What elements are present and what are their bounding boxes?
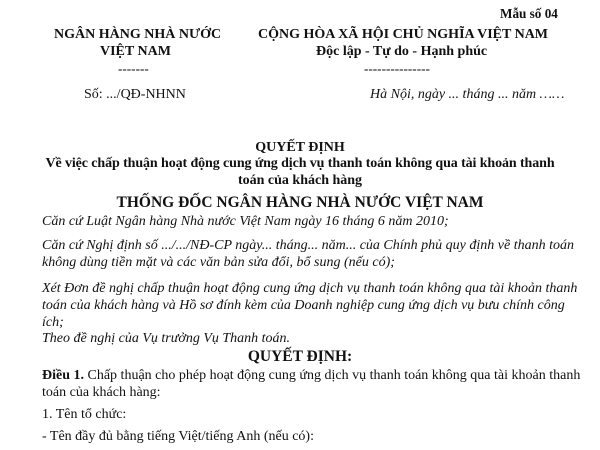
preamble-application-line2: toán của khách hàng và Hồ sơ đính kèm của Doanh nghiệp cung ứng dịch vụ bưu chính công xyxy=(42,298,565,313)
issuer-name-line2: VIỆT NAM xyxy=(100,44,171,59)
article-1-line1 xyxy=(42,369,580,383)
document-number: Số: .../QĐ-NHNN xyxy=(84,87,186,102)
decision-subject-line1: Về việc chấp thuận hoạt động cung ứng dịch vụ thanh toán không qua tài khoản thanh xyxy=(45,156,555,171)
issuer-name-line1: NGÂN HÀNG NHÀ NƯỚC xyxy=(54,27,222,42)
national-motto: Độc lập - Tự do - Hạnh phúc xyxy=(316,44,488,59)
preamble-decree-line2: không dùng tiền mặt và các văn bản sửa đổi, bổ sung (nếu có); xyxy=(42,255,395,270)
form-number: Mẫu số 04 xyxy=(500,6,558,21)
article-1-text: Chấp thuận cho phép hoạt động cung ứng dịch vụ thanh toán không qua tài khoản thanh xyxy=(84,368,581,383)
issuing-authority: THỐNG ĐỐC NGÂN HÀNG NHÀ NƯỚC VIỆT NAM xyxy=(116,194,484,211)
preamble-decree-line1: Căn cứ Nghị định số .../.../NĐ-CP ngày... tháng... năm... của Chính phủ quy định về thanh toán xyxy=(42,238,574,253)
preamble-application-line1: Xét Đơn đề nghị chấp thuận hoạt động cung ứng dịch vụ thanh toán không qua tài khoản thanh xyxy=(42,281,578,296)
motto-separator: --------------- xyxy=(364,61,430,76)
article-1-item-1-sub-1: - Tên đầy đủ bằng tiếng Việt/tiếng Anh (nếu có): xyxy=(42,429,314,444)
article-1-line2: toán của khách hàng: xyxy=(42,385,161,400)
preamble-proposal: Theo đề nghị của Vụ trưởng Vụ Thanh toán. xyxy=(42,331,291,346)
article-1-label: Điều 1. xyxy=(42,368,84,383)
decision-title: QUYẾT ĐỊNH xyxy=(255,140,345,155)
decision-heading: QUYẾT ĐỊNH: xyxy=(247,348,353,365)
preamble-law: Căn cứ Luật Ngân hàng Nhà nước Việt Nam ngày 16 tháng 6 năm 2010; xyxy=(42,214,449,229)
preamble-application-line3: ích; xyxy=(42,315,64,330)
nation-name: CỘNG HÒA XÃ HỘI CHỦ NGHĨA VIỆT NAM xyxy=(258,27,549,42)
article-1-item-1: 1. Tên tổ chức: xyxy=(42,407,127,422)
place-and-date: Hà Nội, ngày ... tháng ... năm …… xyxy=(370,87,565,102)
issuer-separator: ------- xyxy=(118,61,149,76)
decision-subject-line2: toán của khách hàng xyxy=(237,173,363,188)
